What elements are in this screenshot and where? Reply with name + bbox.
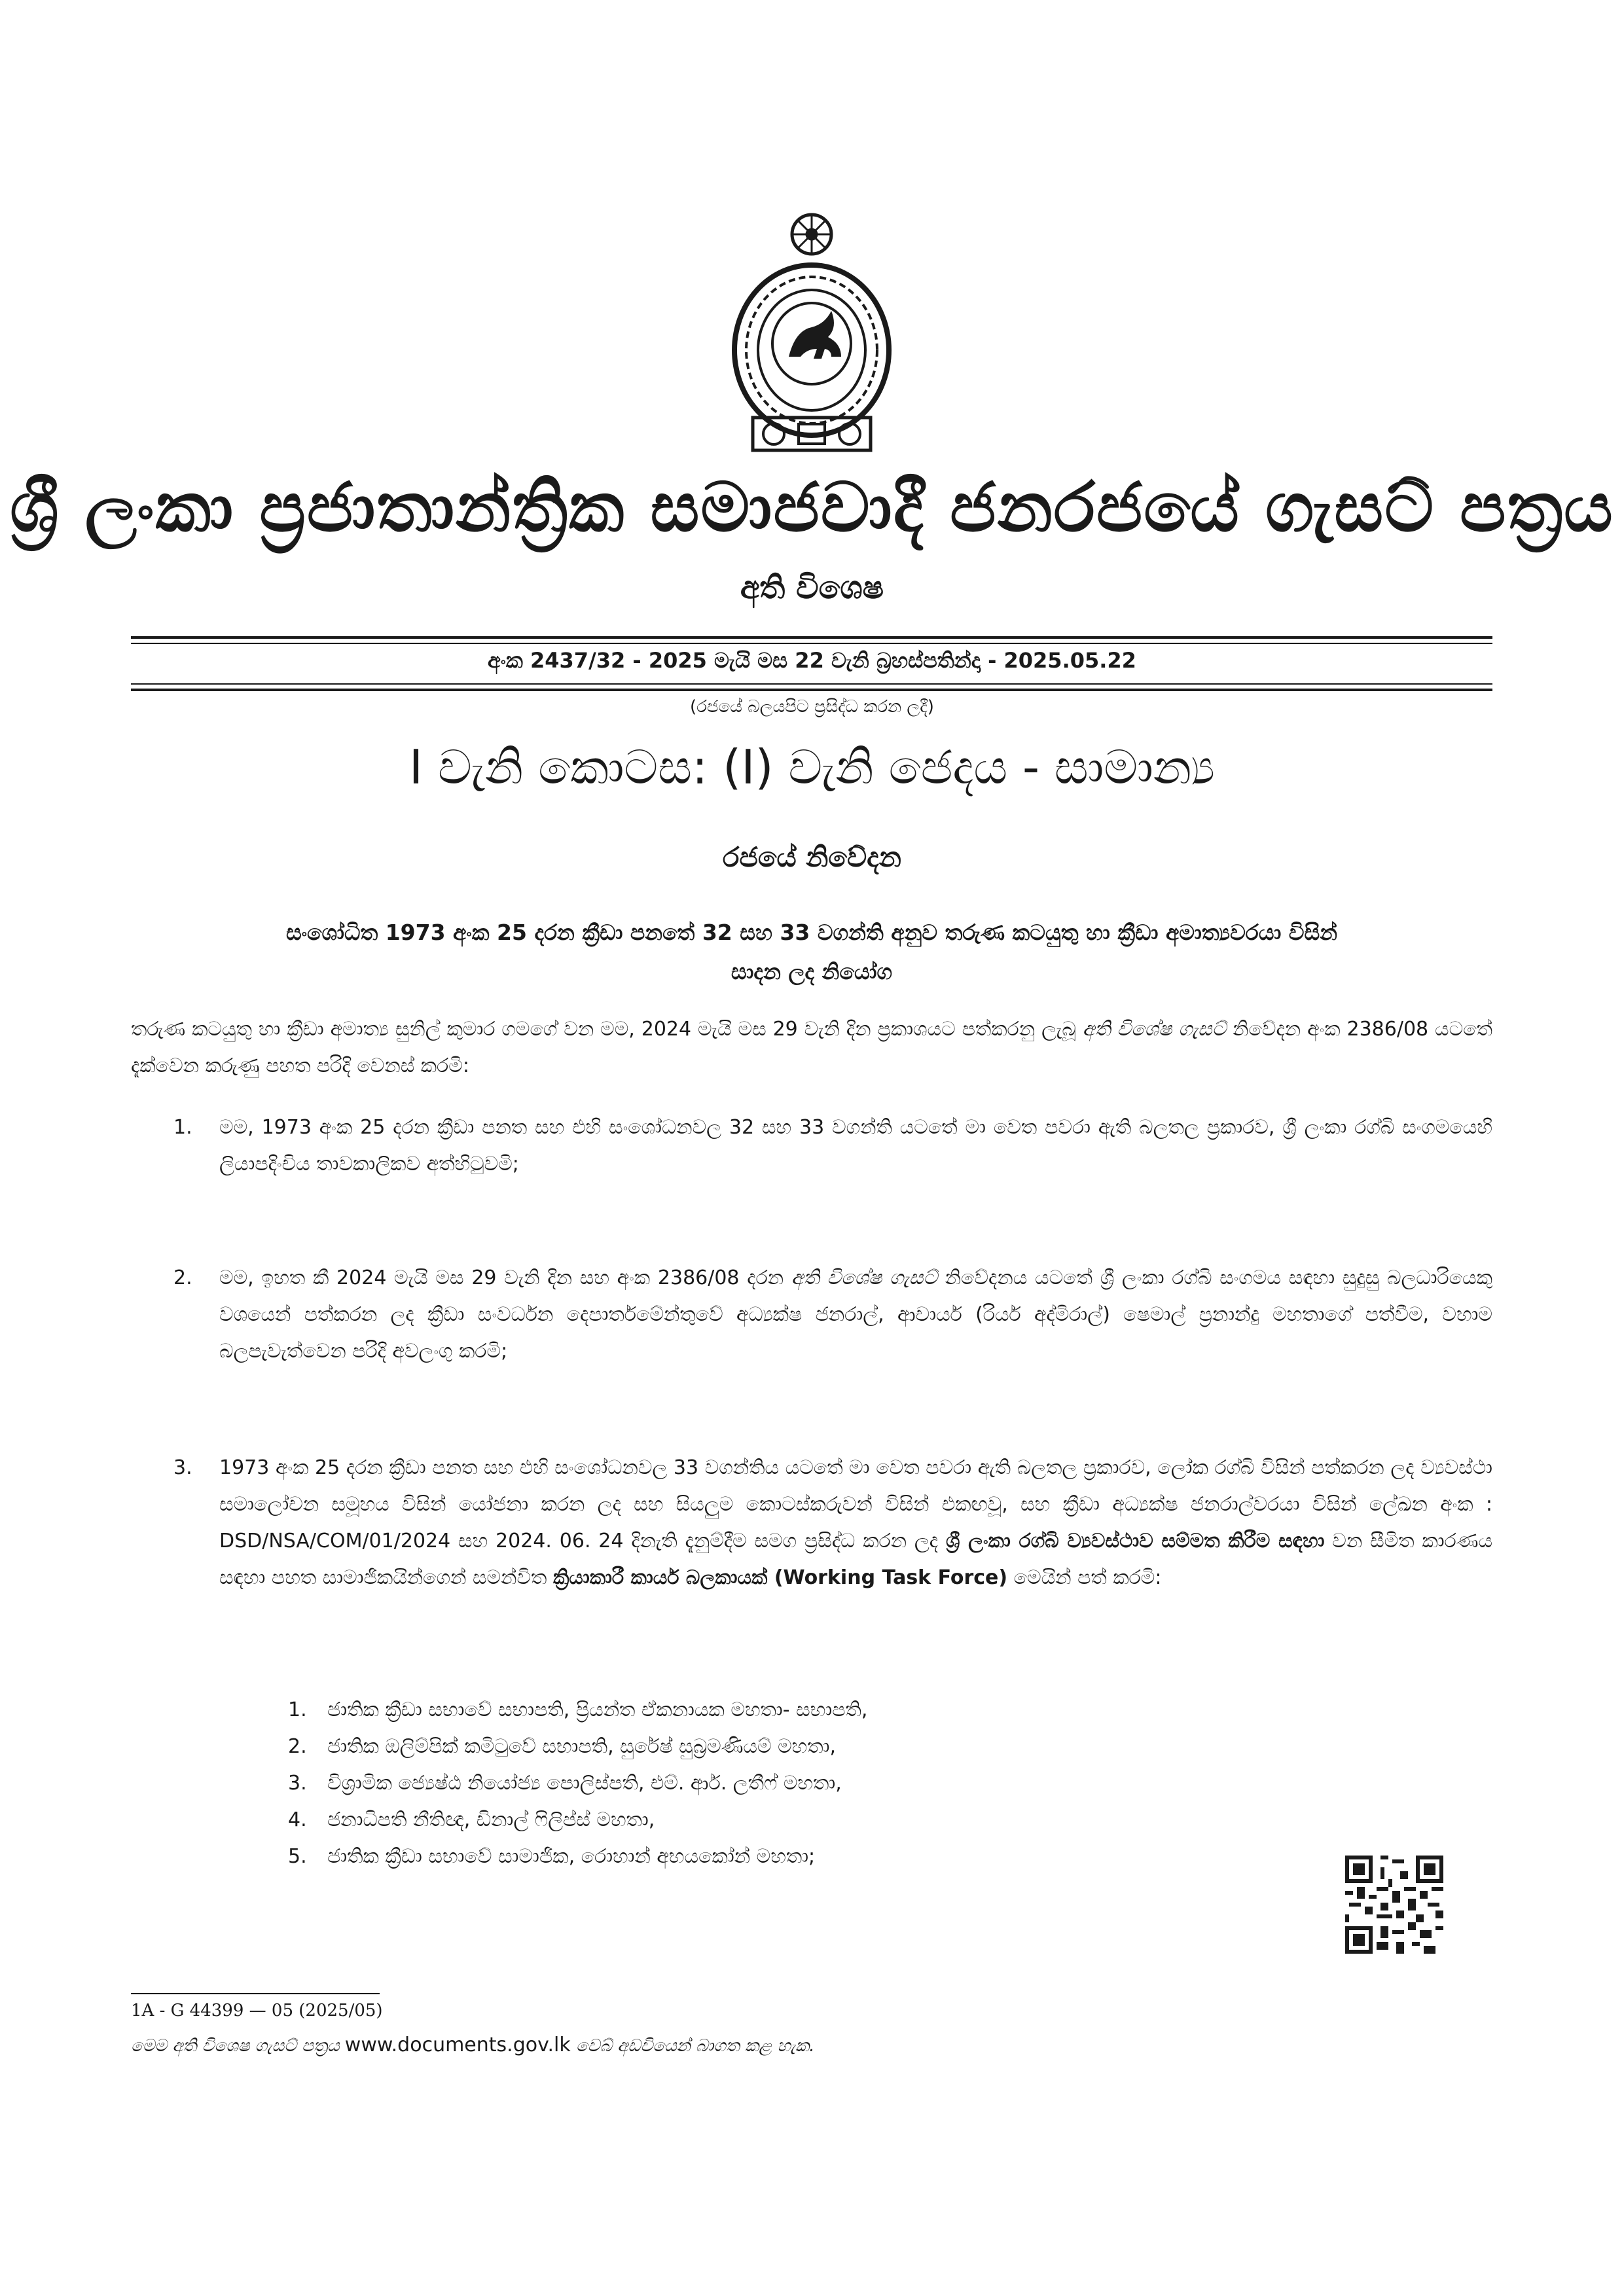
member-number: 2.: [288, 1735, 307, 1758]
order-title-line-1: සංශෝධිත 1973 අංක 25 දරන ක්‍රීඩා පනතේ 32 සහ 33 වගන්ති අනුව තරුණ කටයුතු හා ක්‍රීඩා අමාත්‍යවරයා විසින්: [285, 920, 1338, 945]
member-number: 1.: [288, 1698, 307, 1721]
footer-note: [131, 2034, 814, 2056]
qr-code-icon: [1345, 1856, 1443, 1954]
footer-note-text-2: වෙබ් අඩවියෙන් බාගත කළ හැක.: [570, 2036, 815, 2056]
intro-italic: අති විශේෂ ගැසට්: [1082, 1018, 1227, 1041]
part-heading: I වැනි කොටස: (I) වැනි ජෙදය - සාමාන්‍ය: [408, 740, 1216, 795]
member-number: 5.: [288, 1845, 307, 1868]
clause-text: [219, 1450, 1492, 1596]
footer-note-text-1: මෙම අති විශෙෂ ගැසට් පත්‍රය: [131, 2036, 345, 2056]
clause-number: 1.: [173, 1116, 192, 1139]
clause-3-text-2: වන සීමිත කාරණය සඳහා පහත සාමාජිකයින්ගෙන් සමන්විත: [219, 1530, 1493, 1589]
issue-line: අංක 2437/32 - 2025 මැයි මස 22 වැනි බ්‍රහස්පතින්දා - 2025.05.22: [488, 648, 1136, 673]
member-item: [288, 1839, 1466, 1875]
member-text: ජාතික ක්‍රීඩා සභාවේ සාමාජික, රොහාන් අභයකෝන් මහතා;: [327, 1845, 816, 1868]
intro-paragraph: [131, 1011, 1492, 1085]
extraordinary-label: අති විශෙෂ: [740, 569, 884, 606]
member-item: [288, 1802, 1466, 1839]
member-number: 3.: [288, 1772, 307, 1795]
clause-text: මම, 1973 අංක 25 දරන ක්‍රීඩා පනත සහ එහි සංශෝධනවල 32 සහ 33 වගන්ති යටතේ මා වෙත පවරා ඇති බලතල ප්‍රකාරව, ශ්‍රී ලංකා රග්බි සංගමයෙහි ලියාපදිංචිය තාවකාලිකව අත්හිටුවමි;: [219, 1116, 1492, 1175]
clause-2-text-2: නිවේදනය යටතේ ශ්‍රී ලංකා රග්බි සංගමය සඳහා සුදුසු බලධාරියෙකු වශයෙන් පත්කරන ලද ක්‍රීඩා සංවර්ධන දෙපාර්තමේන්තුවේ අධ්‍යක්ෂ ජනරාල්, ආචාර්ය (රියර් අද්මිරාල්) ෂෙමාල් ප්‍රනාන්දු මහතාගේ පත්වීම, වහාම බලපැවැත්වෙන පරිදි අවලංගු කරමි;: [219, 1266, 1492, 1363]
clause-2-text-1: මම, ඉහත කී 2024 මැයි මස 29 වැනි දින සහ අංක 2386/08 දරන: [219, 1266, 791, 1289]
footer-url-link[interactable]: www.documents.gov.lk: [344, 2034, 571, 2056]
notification-heading: රජයේ නිවේදන: [723, 841, 901, 873]
intro-text-1: තරුණ කටයුතු හා ක්‍රීඩා අමාත්‍ය සුනිල් කුමාර ගමගේ වන මම, 2024 මැයි මස 29 වැනි දින ප්‍රකාශයට පත්කරනු ලැබූ: [131, 1018, 1083, 1041]
clause-number: 3.: [173, 1456, 192, 1479]
header-rule-bottom: [131, 689, 1492, 691]
member-text: ජාතික ඔලිම්පික් කමිටුවේ සභාපති, සුරේෂ් සුබ්‍රමණියම් මහතා,: [327, 1735, 837, 1758]
member-text: ජාතික ක්‍රීඩා සභාවේ සභාපති, ප්‍රියන්ත ඒකනායක මහතා- සභාපති,: [327, 1698, 868, 1721]
order-title: [170, 913, 1453, 992]
gazette-title: ශ්‍රී ලංකා ප්‍රජාතාන්ත්‍රික සමාජවාදී ජනරජයේ ගැසට් පත්‍රය: [10, 467, 1614, 547]
clause-number: 2.: [173, 1266, 192, 1289]
intro-text-2: නිවේදන අංක 2386/08 යටතේ දැක්වෙන කරුණු පහත පරිදි වෙනස් කරමි:: [131, 1018, 1492, 1077]
clause-3-bold-1: ශ්‍රී ලංකා රග්බි ව්‍යවස්ථාව සම්මත කිරීම සඳහා: [945, 1530, 1325, 1552]
national-emblem-icon: [727, 209, 897, 458]
authority-line: (රජයේ බලයපිට ප්‍රසිද්ධ කරන ලදී): [690, 697, 934, 717]
member-item: [288, 1692, 1466, 1729]
clause-text: [219, 1260, 1492, 1370]
footer-rule: [131, 1993, 380, 1994]
member-number: 4.: [288, 1808, 307, 1831]
print-code: 1A - G 44399 — 05 (2025/05): [131, 2001, 383, 2020]
member-text: ජනාධිපති නීතිඥ, ඩිනාල් ෆිලිප්ස් මහතා,: [327, 1808, 655, 1831]
order-title-line-2: සාදන ලද නියෝග: [731, 959, 893, 984]
member-item: [288, 1729, 1466, 1765]
clause-3-text-1: 1973 අංක 25 දරන ක්‍රීඩා පනත සහ එහි සංශෝධනවල 33 වගන්තිය යටතේ මා වෙත පවරා ඇති බලතල ප්‍රකාරව, ලෝක රග්බි විසින් පත්කරන ලද ව්‍යවස්ථා සමාලෝචන සමූහය විසින් යෝජනා කරන ලද සහ සියලුම කොටස්කරුවන් විසින් එකඟවූ, සහ ක්‍රීඩා අධ්‍යක්ෂ ජනරාල්වරයා විසින් ලේඛන අංක : DSD/NSA/COM/01/2024 සහ 2024. 06. 24 දිනැති දැනුම්දීම සමග ප්‍රසිද්ධ කරන ලද: [219, 1456, 1492, 1552]
member-item: [288, 1765, 1466, 1802]
clause-3-bold-2: ක්‍රියාකාරී කාර්ය බලකායක් (Working Task Force): [552, 1566, 1008, 1589]
member-text: විශ්‍රාමික ජ්‍යෙෂ්ඨ නියෝජ්‍ය පොලිස්පති, එම්. ආර්. ලතීෆ් මහතා,: [327, 1772, 842, 1795]
clause-2-italic: අති විශේෂ ගැසට්: [791, 1266, 937, 1289]
header-rule-top-thin: [131, 643, 1492, 644]
header-rule-bottom-thin: [131, 683, 1492, 685]
header-rule-top: [131, 636, 1492, 639]
clause-3-text-3: මෙයින් පත් කරමි:: [1007, 1566, 1162, 1589]
